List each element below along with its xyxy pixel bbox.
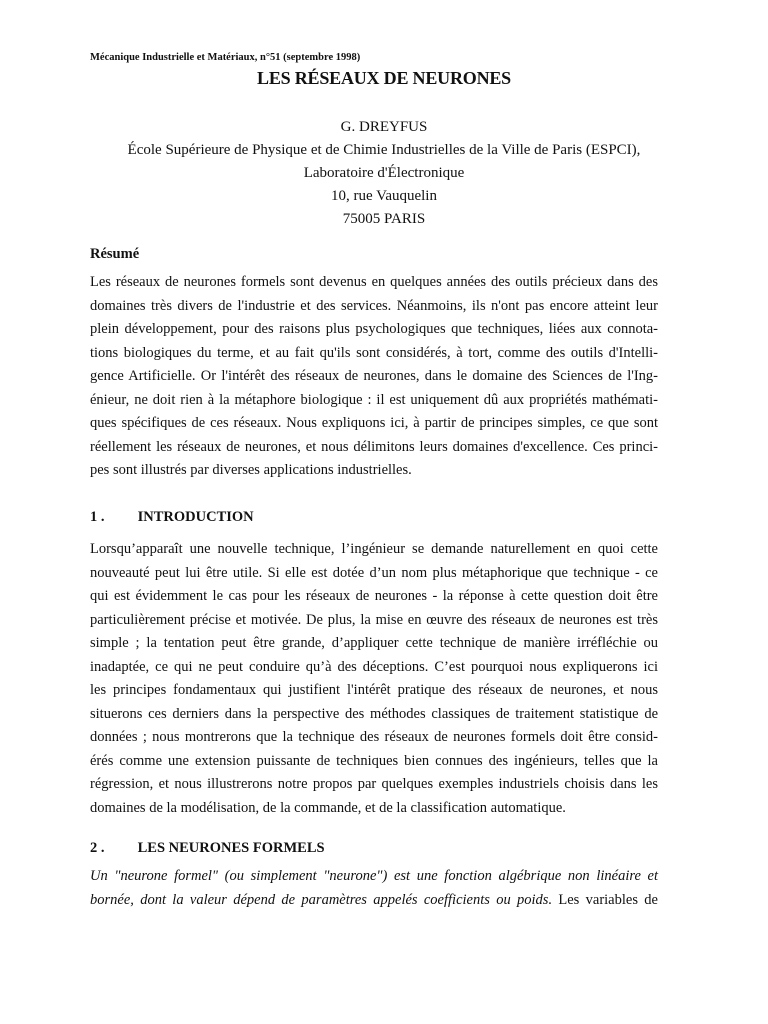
author-block xyxy=(0,116,768,231)
abstract-line: gence Artificielle. Or l'intérêt des réseaux de neurones, dans le domaine des Sciences de l'Ing- xyxy=(90,368,658,384)
body-line: régression, et nous illustrerons notre propos par quelques exemples industriels choisis dans les xyxy=(90,776,658,792)
body-line: Lorsqu’apparaît une nouvelle technique, l’ingénieur se demande naturellement en quoi cette xyxy=(90,541,658,557)
author-name: G. DREYFUS xyxy=(340,119,428,135)
body-line: particulièrement précise et motivée. De plus, la mise en œuvre des réseaux de neurones est très xyxy=(90,611,658,628)
abstract-paragraph xyxy=(90,271,658,483)
italic-text: bornée, dont la valeur dépend de paramètres appelés coefficients ou poids. xyxy=(90,891,553,908)
paper-title: LES RÉSEAUX DE NEURONES xyxy=(257,68,511,88)
author-affiliation: École Supérieure de Physique et de Chimie Industrielles de la Ville de Paris (ESPCI), xyxy=(127,142,641,158)
abstract-line: ques spécifiques de ces réseaux. Nous expliquons ici, à partir de principes simples, ce que sont xyxy=(90,415,658,431)
body-line: situerons ces derniers dans la perspective des méthodes classiques de traitement statistique de xyxy=(90,705,658,722)
body-line: domaines de la modélisation, de la commande, et de la classification automatique. xyxy=(90,799,566,816)
abstract-line: énieur, ne doit rien à la métaphore biologique : il est uniquement dû aux propriétés mathémati- xyxy=(90,391,658,408)
body-line: simple ; la tentation peut être grande, d’appliquer cette technique de manière irréfléchie ou xyxy=(90,635,658,651)
abstract-line: réellement les réseaux de neurones, et nous délimitons leurs domaines d'excellence. Ces princi- xyxy=(90,438,658,455)
abstract-line: domaines très divers de l'industrie et des services. Néanmoins, ils n'ont pas encore atteint leur xyxy=(90,297,658,314)
body-line: les principes fondamentaux qui justifient l'intérêt pratique des réseaux de neurones, et nous xyxy=(90,682,658,698)
roman-text: Les variables de xyxy=(552,891,658,908)
author-city: 75005 PARIS xyxy=(342,211,426,227)
body-line: inadaptée, ce qui ne peut conduire qu’à des déceptions. C’est pourquoi nous expliquerons ici xyxy=(90,658,658,675)
section-title: LES NEURONES FORMELS xyxy=(137,840,325,856)
abstract-line: tions biologiques du terme, et au fait qu'ils sont considérés, à tort, comme des outils d'Intelli- xyxy=(90,344,658,361)
author-street: 10, rue Vauquelin xyxy=(331,188,437,204)
introduction-paragraph xyxy=(90,538,658,820)
abstract-line: plein développement, pour des raisons plus psychologiques que techniques, liées aux connota- xyxy=(90,321,658,337)
body-line: nouveauté peut lui être utile. Si elle est dotée d’un nom plus métaphorique que technique - ce xyxy=(90,564,658,581)
body-line: érés comme une extension puissante de techniques bien connues des ingénieurs, telles que la xyxy=(90,752,658,769)
section-number: 2 . xyxy=(90,840,105,856)
section-number: 1 . xyxy=(90,509,105,525)
section-title: INTRODUCTION xyxy=(137,509,254,525)
author-lab: Laboratoire d'Électronique xyxy=(303,165,465,181)
abstract-heading: Résumé xyxy=(90,246,140,262)
body-line: données ; nous montrerons que la technique des réseaux de neurones formels doit être consid- xyxy=(90,729,658,745)
journal-reference: Mécanique Industrielle et Matériaux, n°51 (septembre 1998) xyxy=(90,52,361,63)
abstract-line: Les réseaux de neurones formels sont devenus en quelques années des outils précieux dans des xyxy=(90,274,658,290)
neurone-definition-paragraph xyxy=(90,865,658,912)
abstract-line: pes sont illustrés par diverses applications industrielles. xyxy=(90,462,412,478)
body-line: Un "neurone formel" (ou simplement "neurone") est une fonction algébrique non linéaire et xyxy=(90,868,658,884)
section-heading-introduction xyxy=(90,509,254,526)
body-line-mixed xyxy=(90,889,658,913)
section-heading-neurones-formels xyxy=(90,840,325,857)
body-line: qui est évidemment le cas pour les réseaux de neurones - la réponse à cette question doit être xyxy=(90,588,658,604)
